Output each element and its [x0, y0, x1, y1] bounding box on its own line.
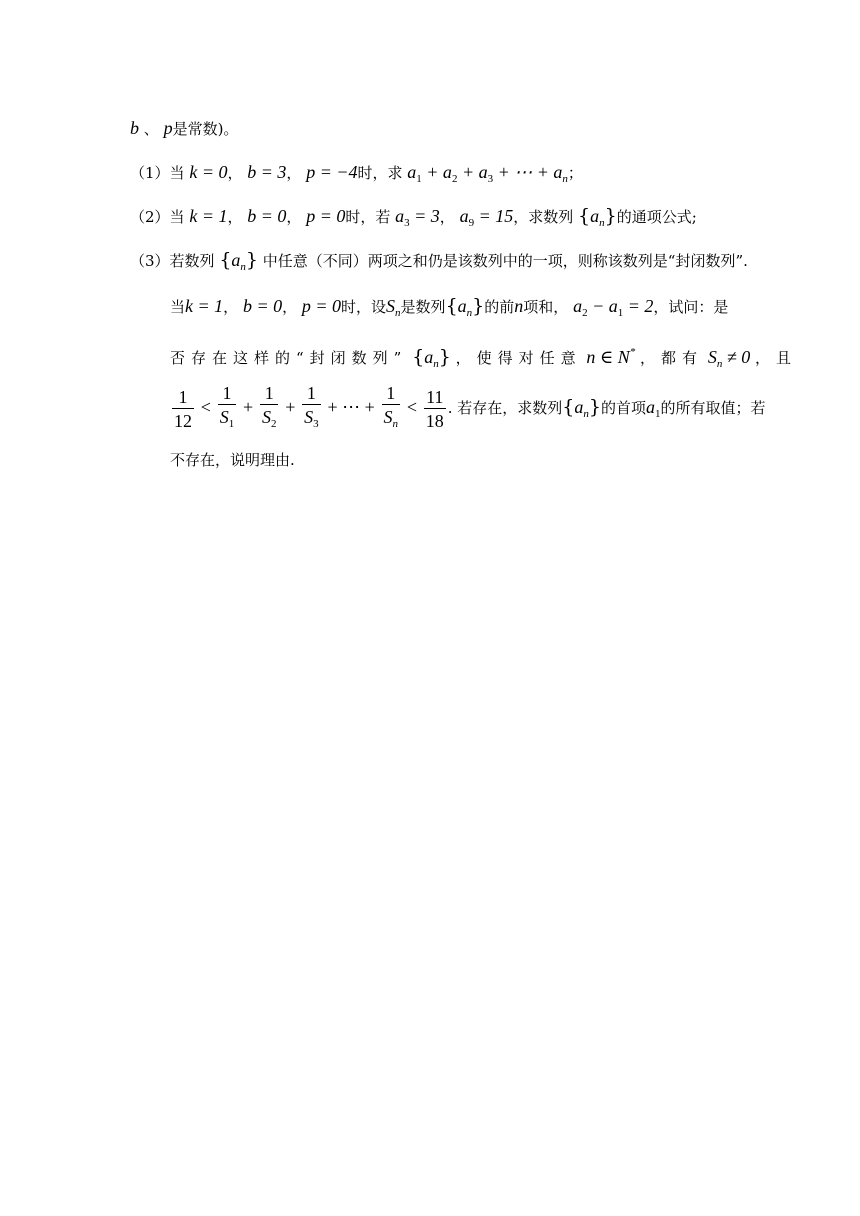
q3-text1: 中任意（不同）两项之和仍是该数列中的一项，则称该数列是“封闭数列”.: [262, 252, 748, 270]
question-3-line-4: $\frac{1}{12}$ < $\frac{1}{S_1}$ + $\frac{1}{S_2}$ + $\frac{1}{S_3}$ + ⋯ + $\frac{1}{S_n}$ < $\frac{11}{18}$ . 若存在，求数列$\{a_n\}$的首项$a_1$的所有取值；若: [170, 382, 766, 437]
q2-tail: 的通项公式;: [616, 208, 697, 226]
q1-mid: 时，求: [357, 164, 403, 182]
q3-line4-mid: . 若存在，求数列: [447, 399, 563, 417]
q1-sum: $a_1 + a_2 + a_3$ + ⋯ + $a_n$: [407, 162, 568, 185]
q3-line3-mid2: ，都有: [640, 349, 704, 367]
q1-p: p = −4: [306, 162, 358, 182]
intro-tail: 是常数)。: [172, 120, 239, 138]
q1-tail: ；: [567, 164, 583, 182]
q1-b: b = 3: [247, 162, 287, 182]
q2-a9: $a_9 = 15$: [459, 206, 514, 229]
q3-line2-pre: 当: [170, 298, 186, 316]
q2-b: b = 0: [247, 206, 287, 226]
seq-an: $\{a_n\}$: [445, 295, 485, 319]
q2-p: p = 0: [306, 206, 346, 226]
q3-line2-mid3: 的前: [484, 298, 515, 316]
fraction-1-12: $\frac{1}{12}$: [174, 386, 192, 431]
q2-label: （2）当: [130, 208, 185, 226]
seq-an: $\{a_n\}$: [562, 396, 601, 420]
q3-n-in-N: n ∈ N*: [586, 346, 636, 367]
question-2: （2）当 k = 1， b = 0， p = 0时，若 $a_3 = 3$， $a_9 = 15$，求数列 $\{a_n\}$的通项公式;: [130, 205, 697, 229]
var-a1: $a_1$: [646, 397, 661, 420]
question-3-line-1: [130, 250, 748, 277]
q3-label: （3）若数列: [130, 252, 215, 270]
q2-mid: 时，若: [345, 208, 391, 226]
q2-a3: $a_3 = 3$: [395, 206, 440, 229]
q1-k: k = 0: [189, 162, 228, 182]
question-3-line-3: [170, 342, 797, 374]
var-p: p: [163, 118, 173, 138]
var-sn: $S_n$: [386, 296, 401, 319]
fraction-1-s2: $\frac{1}{S_2}$: [261, 383, 277, 430]
q1-label: （1）当: [130, 164, 185, 182]
q3-line2-mid2: 是数列: [400, 298, 446, 316]
q2-mid2: ，求数列: [513, 208, 574, 226]
var-b: b: [130, 118, 139, 138]
fraction-1-s1: $\frac{1}{S_1}$: [219, 383, 235, 430]
var-n: n: [514, 296, 524, 316]
q3-p: p = 0: [301, 296, 342, 316]
q3-line2-tail: ，试问：是: [653, 298, 729, 316]
question-3-line-5: [170, 450, 295, 470]
fraction-11-18: $\frac{11}{18}$: [425, 386, 444, 431]
seq-an: $\{a_n\}$: [219, 249, 259, 273]
q2-k: k = 1: [189, 206, 228, 226]
q3-line5: 不存在，说明理由.: [170, 451, 295, 469]
q3-line2-mid4: 项和，: [523, 298, 569, 316]
q3-diff: $a_2 - a_1 = 2$: [573, 296, 654, 319]
question-3-line-2: 当k = 1， b = 0， p = 0时，设$S_n$是数列$\{a_n\}$的前n项和， $a_2 - a_1 = 2$，试问：是: [170, 295, 729, 319]
q3-line3-mid: ，使得对任意: [455, 349, 582, 367]
q3-k: k = 1: [185, 296, 224, 316]
q3-sn-nonzero: $S_n \ne 0$: [707, 347, 751, 370]
q3-line2-mid: 时，设: [341, 298, 387, 316]
fraction-1-sn: $\frac{1}{S_n}$: [383, 383, 399, 430]
seq-an: $\{a_n\}$: [578, 205, 617, 229]
q3-line3-pre: 否存在这样的“封闭数列”: [170, 349, 408, 367]
seq-an: $\{a_n\}$: [412, 346, 451, 370]
separator: 、: [143, 120, 159, 138]
q3-b: b = 0: [242, 296, 283, 316]
intro-line: [130, 118, 238, 139]
q3-line4-mid2: 的首项: [600, 399, 646, 417]
fraction-1-s3: $\frac{1}{S_3}$: [304, 383, 319, 430]
q3-line3-tail: ，且: [754, 349, 797, 367]
q3-line4-tail: 的所有取值；若: [660, 399, 766, 417]
question-1: （1）当 k = 0， b = 3， p = −4时，求 $a_1 + a_2 + a_3$ + ⋯ + $a_n$；: [130, 162, 583, 185]
